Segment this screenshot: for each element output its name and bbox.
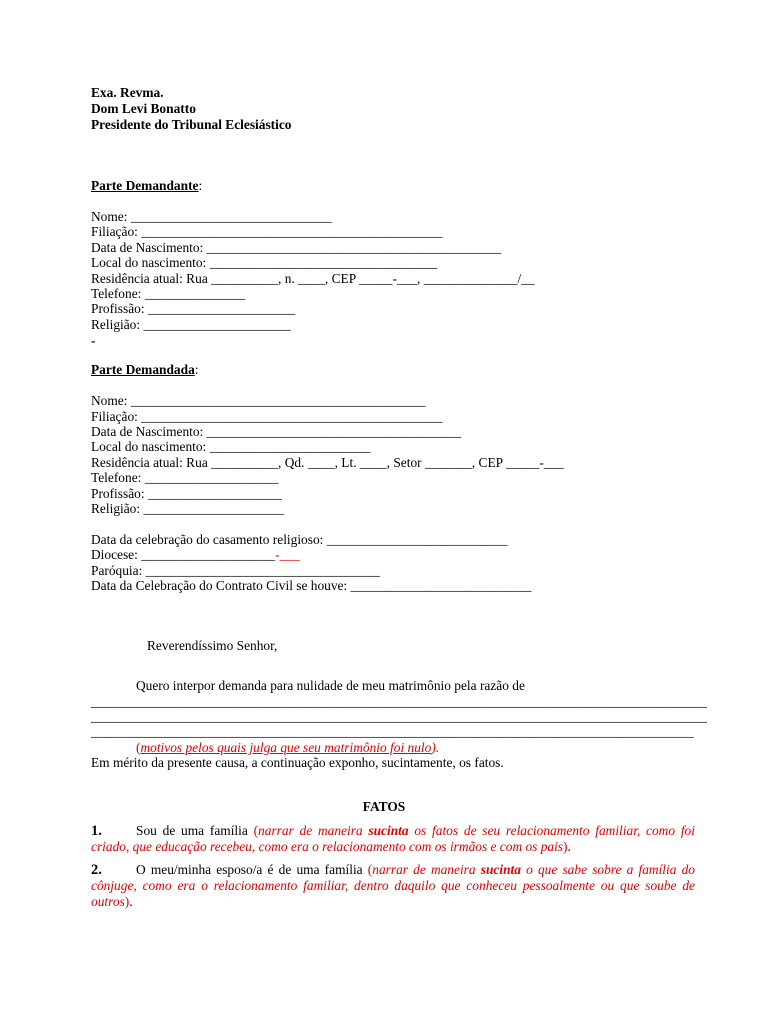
- demandada-religiao-field[interactable]: Religião: _____________________: [91, 501, 285, 516]
- fato-1: [91, 823, 695, 855]
- demandada-heading: [91, 362, 199, 377]
- demandante-religiao-field[interactable]: Religião: ______________________: [91, 317, 291, 332]
- fato-2-number: 2.: [91, 862, 102, 878]
- demandante-filiacao-field[interactable]: Filiação: _____________________________________________: [91, 224, 443, 239]
- merito-text: Em mérito da presente causa, a continuação exponho, sucintamente, os fatos.: [91, 755, 504, 770]
- fato-1-hint-a: narrar de maneira: [258, 823, 369, 838]
- reason-hint-close: ).: [431, 740, 440, 755]
- demandada-filiacao-field[interactable]: Filiação: _____________________________________________: [91, 409, 443, 424]
- demandante-nome-field[interactable]: Nome: ______________________________: [91, 209, 332, 224]
- demandada-nascimento-field[interactable]: Data de Nascimento: ______________________________________: [91, 424, 462, 439]
- fato-2-close: ): [124, 893, 130, 909]
- fato-1-hint-bold: sucinta: [368, 823, 409, 838]
- demandada-profissao-field[interactable]: Profissão: ____________________: [91, 486, 282, 501]
- demandante-profissao-field[interactable]: Profissão: ______________________: [91, 301, 296, 316]
- demandada-title-colon: :: [194, 362, 199, 377]
- fato-2-end: .: [129, 893, 133, 909]
- demandante-title-colon: :: [198, 178, 203, 193]
- demandada-telefone-field[interactable]: Telefone: ____________________: [91, 470, 279, 485]
- fato-2-hint-bold: sucinta: [480, 862, 521, 877]
- diocese-suffix: -___: [275, 547, 300, 562]
- fato-2-text: O meu/minha esposo/a é de uma família: [136, 862, 368, 877]
- reason-blank-2[interactable]: ____________________________________________________________________________________________: [91, 709, 707, 724]
- fato-2-hint-a: narrar de maneira: [372, 862, 481, 877]
- fato-1-number: 1.: [91, 823, 102, 839]
- intro-text: Quero interpor demanda para nulidade de meu matrimônio pela razão de: [136, 678, 525, 693]
- demandada-local-nascimento-field[interactable]: Local do nascimento: ________________________: [91, 439, 371, 454]
- demandante-residencia-field[interactable]: Residência atual: Rua __________, n. ____, CEP _____-___, ______________/__: [91, 271, 535, 286]
- demandante-telefone-field[interactable]: Telefone: _______________: [91, 286, 246, 301]
- reason-hint-text: motivos pelos quais julga que seu matrimônio foi nulo: [140, 740, 432, 755]
- demandada-nome-field[interactable]: Nome: ____________________________________________: [91, 393, 426, 408]
- fato-1-end: .: [567, 839, 571, 855]
- demandada-residencia-field[interactable]: Residência atual: Rua __________, Qd. ____, Lt. ____, Setor _______, CEP _____-___: [91, 455, 564, 470]
- fato-1-close: ): [563, 839, 568, 855]
- fatos-title: FATOS: [362, 799, 406, 814]
- reason-blank-1[interactable]: ____________________________________________________________________________________________: [91, 694, 707, 709]
- salutation: Reverendíssimo Senhor,: [147, 638, 278, 653]
- diocese-label: Diocese: ____________________: [91, 547, 276, 562]
- recipient-title: Exa. Revma.: [91, 85, 164, 100]
- fato-2-open: (: [367, 862, 373, 877]
- recipient-role: Presidente do Tribunal Eclesiástico: [91, 117, 292, 132]
- demandante-local-nascimento-field[interactable]: Local do nascimento: __________________________________: [91, 255, 438, 270]
- fato-1-open: (: [253, 823, 259, 838]
- demandante-heading: [91, 178, 202, 193]
- reason-hint: [136, 740, 439, 755]
- demandante-title: Parte Demandante: [91, 178, 199, 193]
- paroquia-field[interactable]: Paróquia: ___________________________________: [91, 563, 381, 578]
- contrato-civil-field[interactable]: Data da Celebração do Contrato Civil se houve: ___________________________: [91, 578, 532, 593]
- separator-dash: -: [91, 333, 96, 348]
- recipient-name: Dom Levi Bonatto: [91, 101, 196, 116]
- fato-1-text: Sou de uma família: [136, 823, 254, 838]
- fato-2: [91, 862, 695, 909]
- casamento-religioso-field[interactable]: Data da celebração do casamento religioso: ___________________________: [91, 532, 508, 547]
- fato-2-hint-b: o que sabe sobre a família do cônjuge, como era o relacionamento familiar, dentro daquilo que conheceu pessoalmente ou que soube de outros: [91, 862, 695, 909]
- demandada-title: Parte Demandada: [91, 362, 195, 377]
- diocese-field[interactable]: [91, 547, 300, 562]
- demandante-nascimento-field[interactable]: Data de Nascimento: ____________________________________________: [91, 240, 502, 255]
- reason-hint-open: (: [136, 740, 141, 755]
- fato-1-hint-b: os fatos de seu relacionamento familiar, como foi criado, que educação recebeu, como era o relacionamento com os irmãos e com os pais: [91, 823, 695, 855]
- reason-blank-3[interactable]: __________________________________________________________________________________________: [91, 724, 694, 739]
